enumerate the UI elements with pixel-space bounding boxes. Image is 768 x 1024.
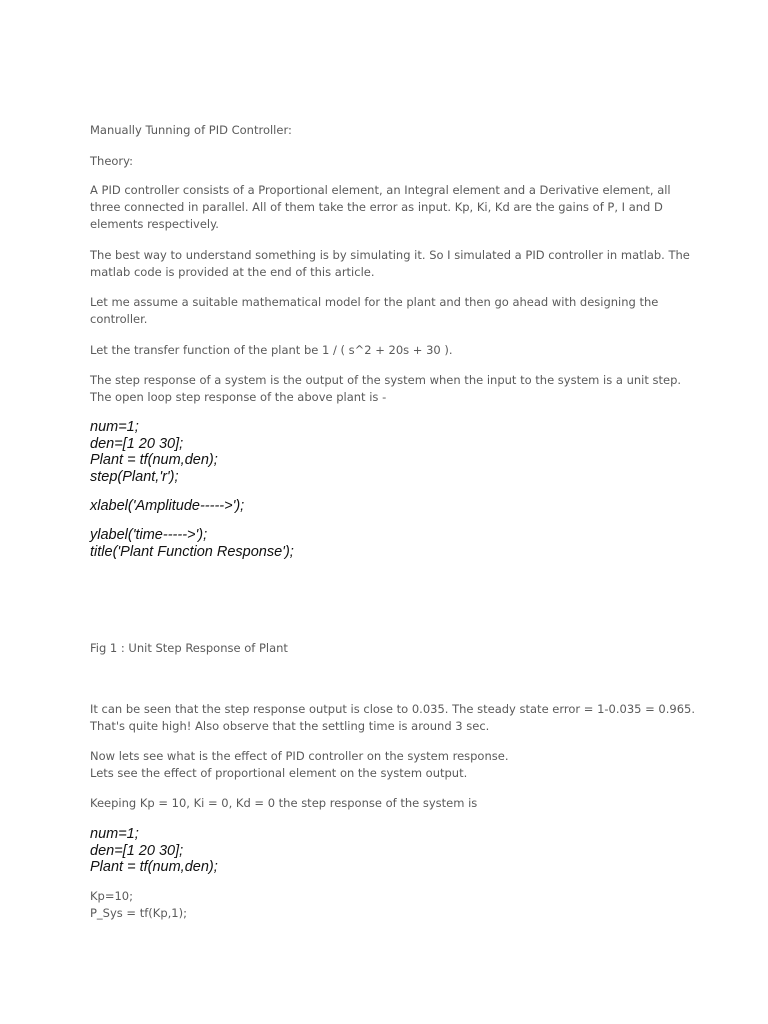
transfer-function-paragraph: Let the transfer function of the plant be 1 / ( s^2 + 20s + 30 ). bbox=[90, 343, 453, 357]
effect-paragraph: Now lets see what is the effect of PID controller on the system response. Lets see the effect of proportional element on the system output. bbox=[90, 749, 509, 780]
code-block-kp: Kp=10; P_Sys = tf(Kp,1); bbox=[90, 889, 187, 920]
model-paragraph: Let me assume a suitable mathematical model for the plant and then go ahead with designing the controller. bbox=[90, 295, 659, 326]
code-xlabel: xlabel('Amplitude----->'); bbox=[90, 498, 245, 514]
simulate-paragraph: The best way to understand something is by simulating it. So I simulated a PID controller in matlab. The matlab code is provided at the end of this article. bbox=[90, 248, 690, 279]
kp-statement: Keeping Kp = 10, Ki = 0, Kd = 0 the step response of the system is bbox=[90, 796, 478, 810]
observation-paragraph: It can be seen that the step response output is close to 0.035. The steady state error = 1-0.035 = 0.965. That's quite high! Also observe that the settling time is around 3 sec. bbox=[90, 702, 695, 733]
intro-paragraph: A PID controller consists of a Proportional element, an Integral element and a Derivative element, all three connected in parallel. All of them take the error as input. Kp, Ki, Kd are the gains of P, I and D elements respectively. bbox=[90, 183, 671, 231]
step-response-paragraph: The step response of a system is the output of the system when the input to the system is a unit step. The open loop step response of the above plant is - bbox=[90, 373, 682, 404]
document-heading: Manually Tunning of PID Controller: bbox=[90, 123, 292, 137]
code-block-plant-2: num=1; den=[1 20 30]; Plant = tf(num,den); bbox=[90, 826, 218, 875]
code-block-plant: num=1; den=[1 20 30]; Plant = tf(num,den); step(Plant,'r'); bbox=[90, 419, 218, 485]
theory-label: Theory: bbox=[90, 154, 133, 168]
code-block-labels: ylabel('time----->'); title('Plant Function Response'); bbox=[90, 527, 294, 560]
figure-caption: Fig 1 : Unit Step Response of Plant bbox=[90, 641, 288, 655]
